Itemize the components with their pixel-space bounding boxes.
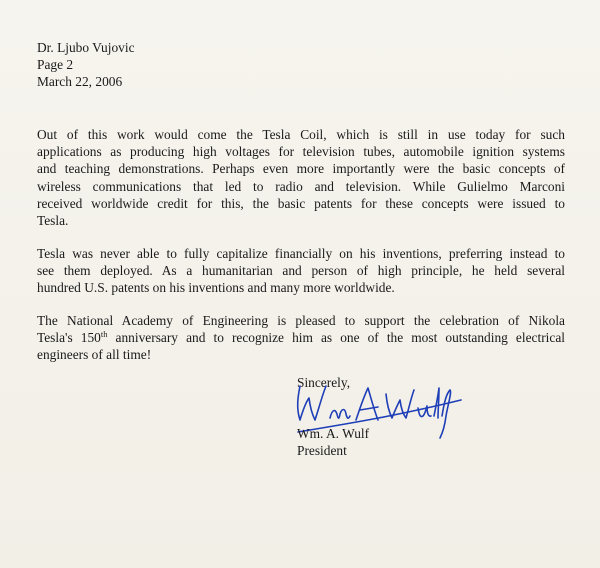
letter-date: March 22, 2006 [37, 74, 123, 89]
paragraph-tesla-coil [37, 126, 565, 229]
text-line: Out of this work would come the Tesla Coil, which is still in use today for such [37, 127, 565, 142]
text-line: Tesla was never able to fully capitalize financially on his inventions, preferring instead to [37, 246, 565, 261]
text-line: received worldwide credit for this, the basic patents for these concepts were issued to [37, 195, 565, 211]
text-line: wireless communications that led to radio and television. While Gulielmo Marconi [37, 178, 565, 194]
signer-title: President [297, 443, 347, 458]
letter-header [37, 39, 135, 90]
text-line: The National Academy of Engineering is pleased to support the celebration of Nikola [37, 313, 565, 328]
paragraph-nae-support [37, 312, 565, 364]
anniversary-prefix: Tesla's 150 [37, 330, 101, 346]
ordinal-suffix: th [100, 329, 108, 340]
text-line: and teaching demonstrations. Perhaps even more importantly were the basic concepts of [37, 161, 565, 177]
text-line: see them deployed. As a humanitarian and person of high principle, he held several [37, 263, 565, 279]
signer-name: Wm. A. Wulf [297, 426, 370, 441]
text-line: engineers of all time! [37, 347, 152, 363]
salutation: Sincerely, [297, 375, 351, 390]
recipient-name: Dr. Ljubo Vujovic [37, 40, 135, 55]
text-line: hundred U.S. patents on his inventions and many more worldwide. [37, 280, 395, 296]
paragraph-tesla-patents [37, 245, 565, 297]
text-line: applications as producing high voltages for television tubes, automobile ignition systems [37, 144, 565, 160]
page-number: Page 2 [37, 57, 74, 72]
text-line: Tesla. [37, 213, 69, 229]
anniversary-rest: anniversary and to recognize him as one of the most outstanding electrical [107, 330, 565, 346]
text-line-anniversary [37, 329, 565, 346]
